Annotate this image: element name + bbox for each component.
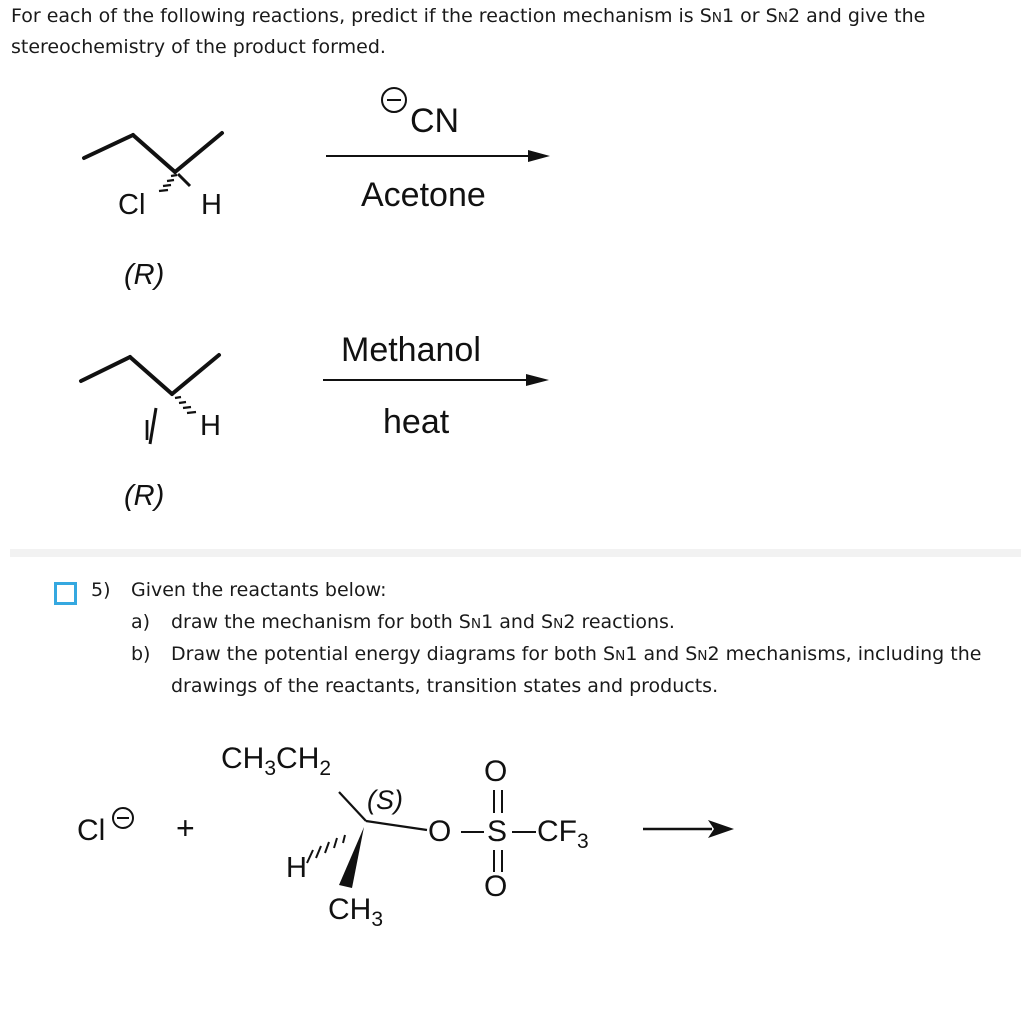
reaction2-condition: heat [383,403,450,441]
reaction1-skeleton [84,133,222,172]
task-checkbox[interactable] [54,582,77,605]
reaction2-hash-wedge [175,397,196,413]
chloride-charge-icon [113,808,133,828]
reaction3-oxygen-top: O [484,755,508,788]
reaction2-config: (R) [124,480,165,512]
reaction1-arrow [326,150,550,162]
reaction1-h-bond [178,174,190,186]
reaction2-solvent: Methanol [341,331,481,369]
reaction1-solvent: Acetone [361,176,486,214]
question-text-line2: stereochemistry of the product formed. [11,36,386,58]
reaction1-reagent: CN [410,102,460,140]
section-divider [10,549,1021,557]
reaction2-leaving-group: I [143,415,152,447]
reaction3-methyl: $CH_3$ [328,893,384,931]
reaction3-sulfur: S [487,815,508,848]
q5-part-b-text-line2: drawings of the reactants, transition states and products. [171,675,719,697]
reaction1-h-label: H [201,189,222,221]
reaction3-nucleophile: Cl [77,814,106,847]
question-text-line1: For each of the following reactions, predict if the reaction mechanism is SN1 or SN2 and give the [11,5,926,27]
q5-part-a-label: a) [131,611,151,633]
reaction1-config: (R) [124,259,165,291]
q5-part-b-label: b) [131,643,151,665]
reaction3-hash-wedge [307,835,345,863]
reaction3-config: (S) [367,785,403,815]
reaction3-oxygen-bottom: O [484,870,508,903]
reaction3-arrow [643,820,734,838]
q5-stem: Given the reactants below: [131,579,387,601]
reaction3-trifluoromethyl: $CF_3$ [537,815,589,853]
reaction3-h-label: H [286,852,307,884]
reaction2-skeleton [81,355,219,394]
reaction2-h-label: H [200,410,221,442]
reaction3-plus: + [176,810,195,846]
reaction2-arrow [323,374,549,386]
q5-part-b-text: Draw the potential energy diagrams for both SN1 and SN2 mechanisms, including the [171,643,982,665]
q5-number: 5) [91,579,111,601]
reaction3-ester-oxygen: O [428,815,452,848]
cyanide-charge-icon [382,88,406,112]
q5-part-a-text: draw the mechanism for both SN1 and SN2 reactions. [171,611,675,633]
reaction1-hash-wedge [159,175,177,191]
reaction1-leaving-group: Cl [118,189,146,221]
reaction3-ethyl-group: $CH_3CH_2$ [221,742,332,780]
reaction3-solid-wedge [339,827,364,888]
